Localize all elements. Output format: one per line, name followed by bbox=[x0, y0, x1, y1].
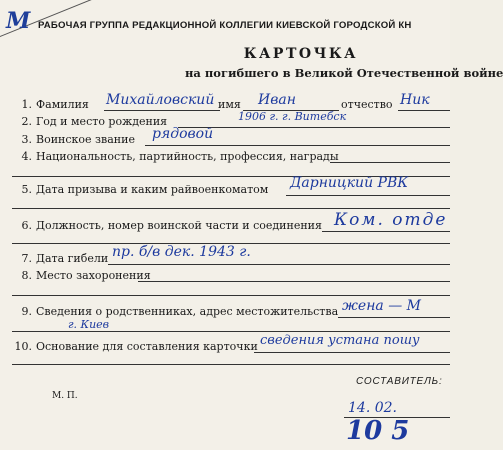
field-3-row bbox=[12, 133, 135, 146]
field-10-line-b bbox=[12, 364, 450, 365]
field-1-label: Фамилия bbox=[36, 98, 89, 111]
field-1-patronymic-label: отчество bbox=[341, 98, 393, 111]
field-10-line bbox=[254, 352, 450, 353]
field-7-value: пр. б/в дек. 1943 г. bbox=[112, 244, 251, 260]
field-5-number: 5. bbox=[21, 183, 32, 196]
field-4-row bbox=[12, 150, 339, 163]
field-9-number: 9. bbox=[21, 305, 32, 318]
field-4-label: Национальность, партийность, профессия, награды bbox=[36, 150, 339, 163]
field-9-row bbox=[12, 305, 338, 318]
corner-mark: M bbox=[6, 8, 31, 34]
field-8-row bbox=[12, 269, 151, 282]
field-6-label: Должность, номер воинской части и соединения bbox=[36, 219, 322, 232]
field-5-row bbox=[12, 183, 268, 196]
field-10-label: Основание для составления карточки bbox=[36, 340, 258, 353]
field-5-value: Дарницкий РВК bbox=[290, 175, 409, 191]
field-10-number: 10. bbox=[14, 340, 32, 353]
field-10-row bbox=[12, 340, 258, 353]
field-1-number: 1. bbox=[21, 98, 32, 111]
field-6-line bbox=[322, 231, 450, 232]
field-3-line bbox=[145, 145, 450, 146]
field-5-line bbox=[286, 195, 450, 196]
field-3-value: рядовой bbox=[152, 126, 214, 142]
field-9-line-b bbox=[12, 331, 450, 332]
compiler-label: СОСТАВИТЕЛЬ: bbox=[356, 376, 443, 387]
field-3-number: 3. bbox=[21, 133, 32, 146]
field-8-line-b bbox=[12, 295, 450, 296]
field-1-name-value: Иван bbox=[258, 92, 296, 108]
field-9-value-line2: г. Киев bbox=[68, 318, 110, 331]
field-2-row bbox=[12, 115, 167, 128]
field-9-line bbox=[338, 317, 450, 318]
field-8-line bbox=[138, 281, 450, 282]
field-1-row bbox=[12, 98, 89, 111]
field-4-number: 4. bbox=[21, 150, 32, 163]
field-3-label: Воинское звание bbox=[36, 133, 135, 146]
card-subtitle: на погибшего в Великой Отечественной войне bbox=[185, 66, 503, 80]
stamp-place-label: М. П. bbox=[52, 391, 78, 401]
field-2-value: 1906 г. г. Витебск bbox=[238, 110, 347, 123]
field-9-label: Сведения о родственниках, адрес местожительства bbox=[36, 305, 339, 318]
card-title: КАРТОЧКА bbox=[243, 46, 358, 62]
field-7-line bbox=[108, 264, 450, 265]
field-5-label: Дата призыва и каким райвоенкоматом bbox=[36, 183, 269, 196]
field-5-line-b bbox=[12, 208, 450, 209]
field-2-line bbox=[178, 127, 450, 128]
card-header: РАБОЧАЯ ГРУППА РЕДАКЦИОННОЙ КОЛЛЕГИИ КИЕВСКОЙ ГОРОДСКОЙ КН bbox=[38, 20, 412, 31]
field-2-label: Год и место рождения bbox=[36, 115, 168, 128]
field-8-number: 8. bbox=[21, 269, 32, 282]
field-1-patronymic-line bbox=[398, 110, 450, 111]
field-1-patronymic-value: Ник bbox=[400, 92, 430, 108]
field-7-row bbox=[12, 252, 108, 265]
archive-number: 10 5 bbox=[346, 416, 410, 446]
field-7-label: Дата гибели bbox=[36, 252, 109, 265]
field-8-label: Место захоронения bbox=[36, 269, 151, 282]
field-2-number: 2. bbox=[21, 115, 32, 128]
field-6-row bbox=[12, 219, 322, 232]
field-1-surname-value: Михайловский bbox=[106, 92, 215, 108]
field-10-value: сведения устана пошу bbox=[260, 333, 420, 348]
field-4-line-a bbox=[330, 162, 450, 163]
field-7-number: 7. bbox=[21, 252, 32, 265]
field-9-value: жена — М bbox=[342, 298, 422, 314]
field-1-surname-line bbox=[104, 110, 220, 111]
field-6-value: Ком. отде bbox=[334, 210, 448, 230]
field-6-number: 6. bbox=[21, 219, 32, 232]
signature-date: 14. 02. bbox=[348, 400, 397, 416]
field-1-name-label: имя bbox=[218, 98, 241, 111]
